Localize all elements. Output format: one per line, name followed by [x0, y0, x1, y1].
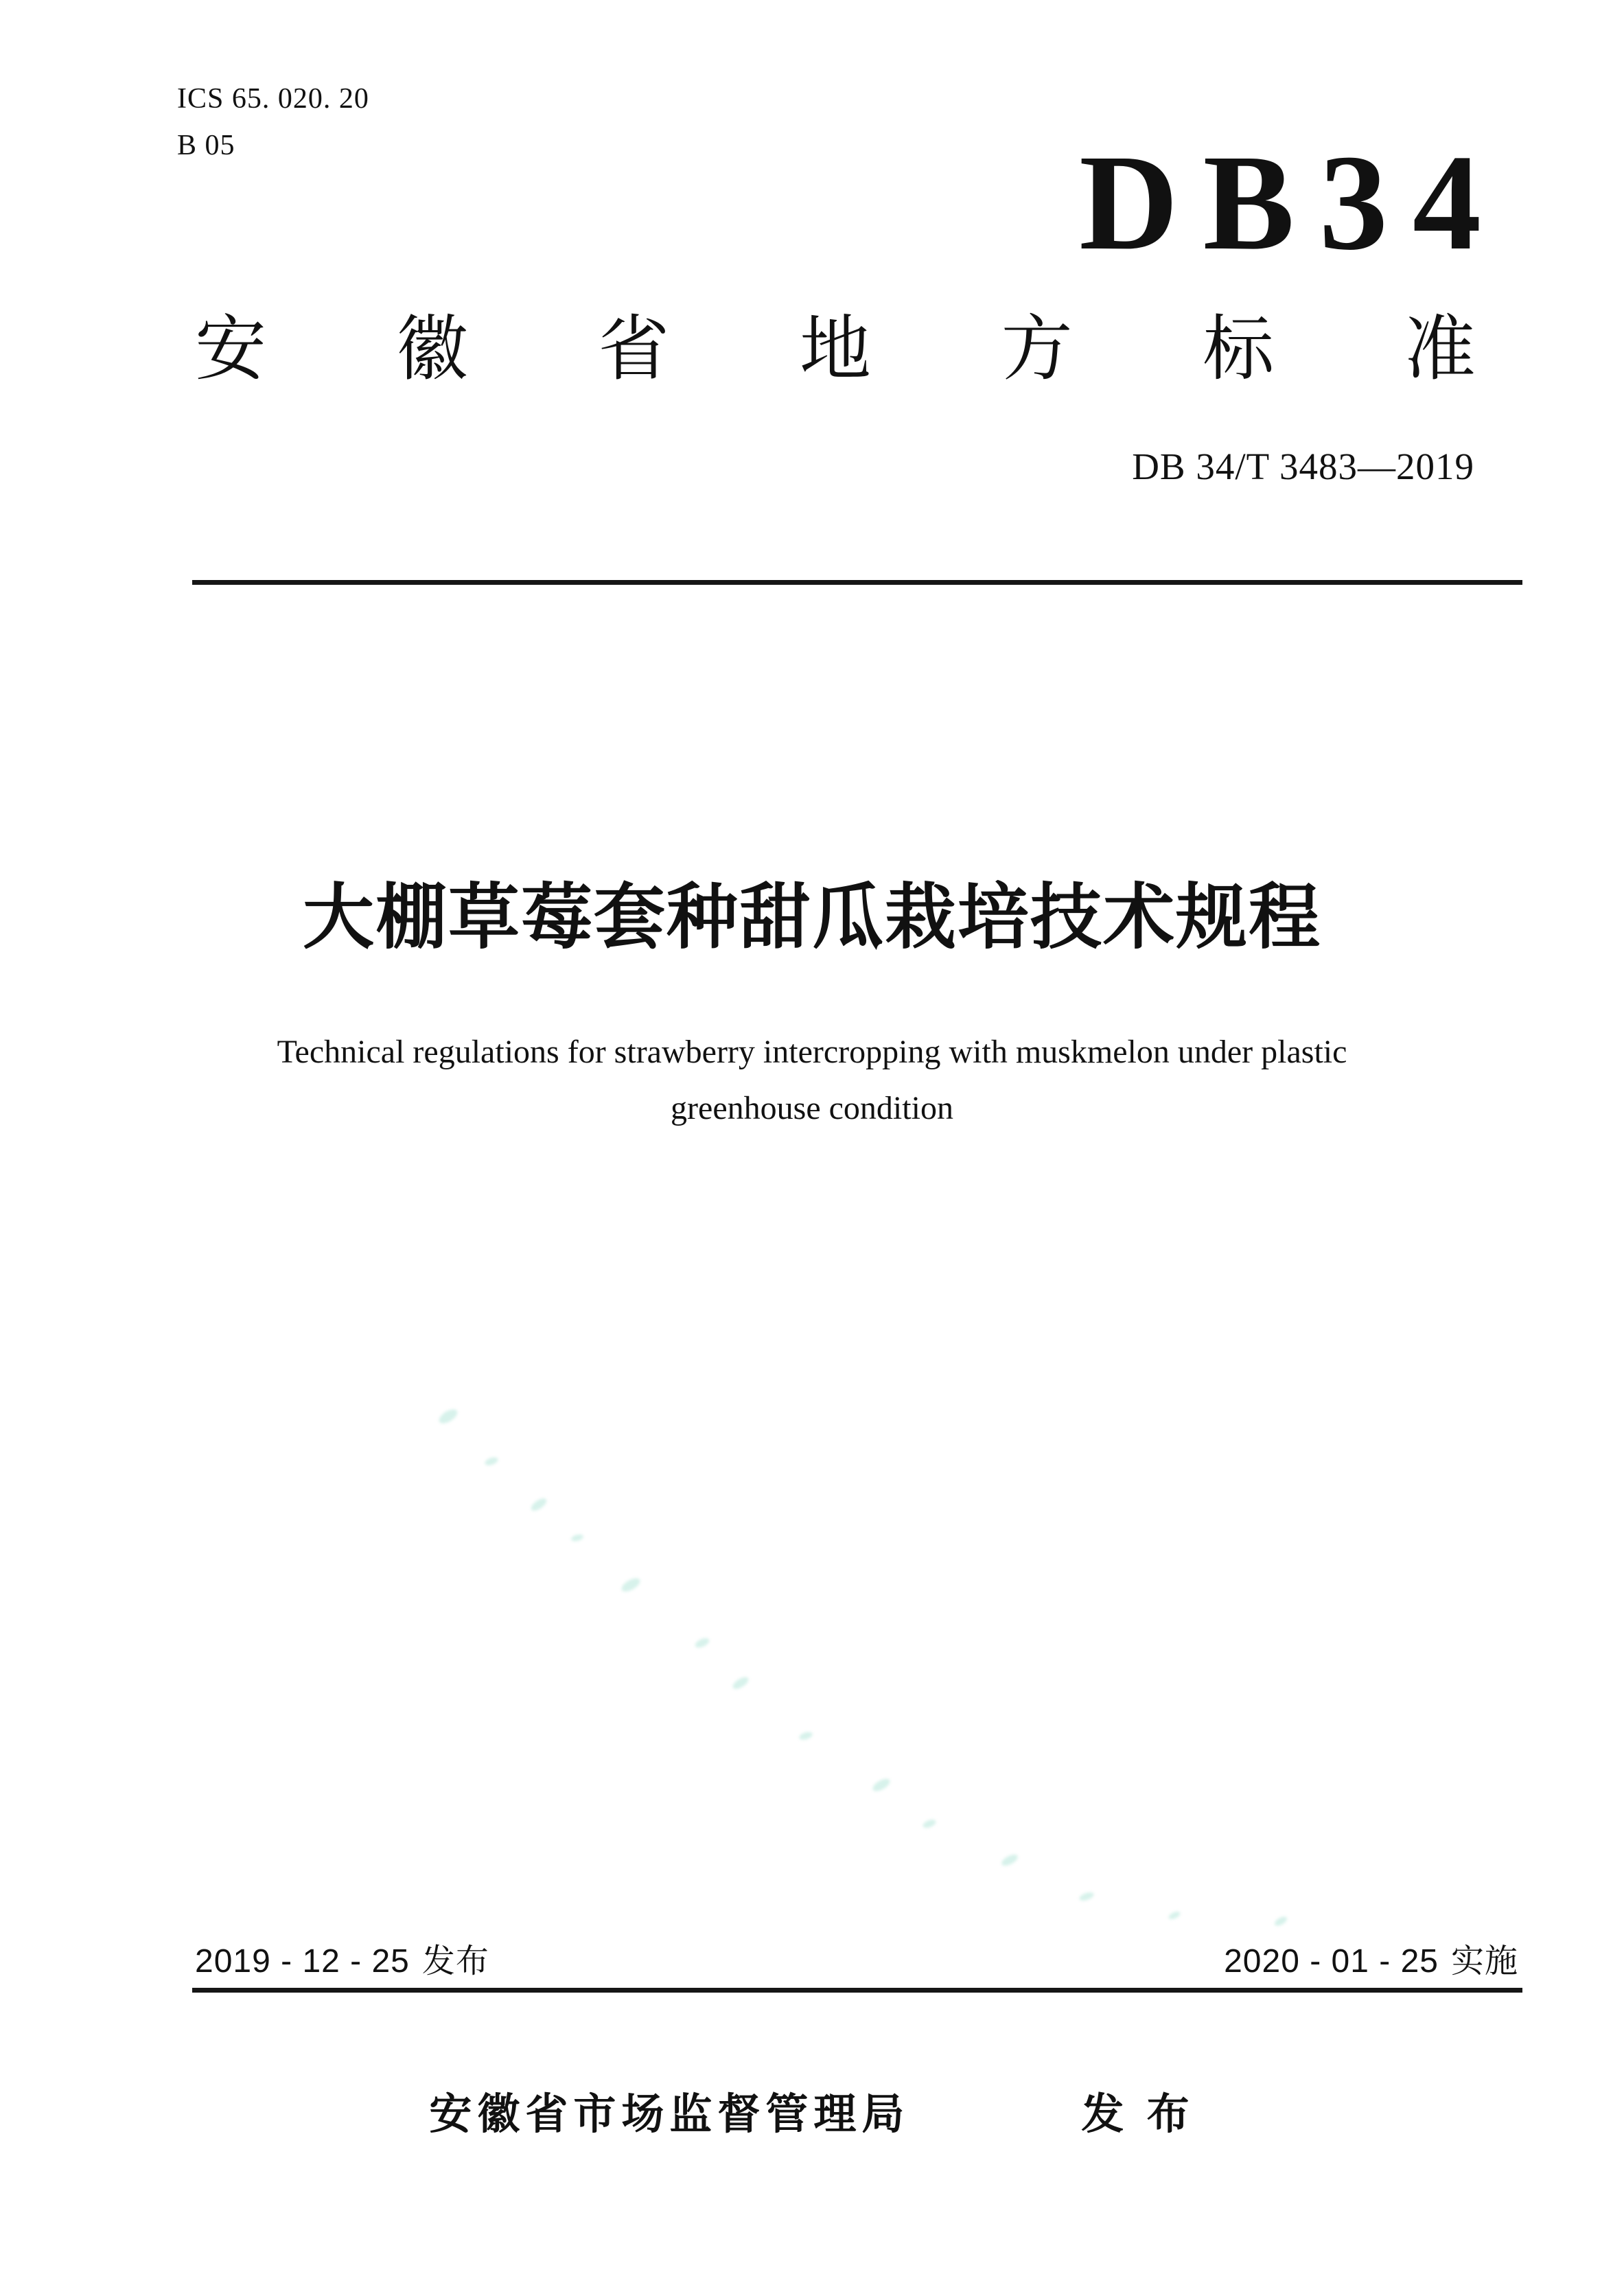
dates-row	[195, 1943, 1518, 1980]
scan-artifact	[529, 1496, 548, 1514]
standard-type-char: 准	[1404, 310, 1476, 389]
implement-date-group	[1224, 1943, 1518, 1980]
publisher-row	[0, 2089, 1624, 2140]
scan-artifact	[484, 1456, 499, 1467]
db34-logo: DB34	[1079, 127, 1506, 279]
scan-artifact	[922, 1818, 937, 1830]
publisher-name: 安徽省市场监督管理局	[429, 2091, 910, 2138]
scan-artifact	[871, 1776, 892, 1794]
standard-type-char: 安	[195, 310, 267, 389]
issue-date: 2019 - 12 - 25	[195, 1943, 410, 1980]
issue-date-group	[195, 1943, 489, 1980]
document-title-english-line1: Technical regulations for strawberry intercropping with muskmelon under plastic	[277, 1034, 1347, 1070]
scan-artifact	[620, 1575, 642, 1594]
header-divider-line	[192, 580, 1522, 585]
implement-date: 2020 - 01 - 25	[1224, 1943, 1439, 1980]
standard-type-char: 省	[598, 310, 670, 389]
footer-divider-line	[192, 1988, 1522, 1993]
implement-date-suffix: 实施	[1450, 1943, 1518, 1980]
document-title-english	[82, 1024, 1542, 1137]
ics-code: ICS 65. 020. 20	[177, 83, 369, 115]
standard-type-title	[195, 310, 1476, 389]
standard-type-char: 标	[1203, 310, 1275, 389]
scan-artifact	[1273, 1915, 1288, 1928]
scan-artifact	[1000, 1853, 1020, 1868]
standard-type-char: 地	[799, 310, 871, 389]
scan-artifact	[570, 1533, 584, 1542]
scan-artifact	[731, 1675, 750, 1691]
scan-artifact	[1168, 1910, 1181, 1921]
document-title-chinese: 大棚草莓套种甜瓜栽培技术规程	[302, 878, 1321, 958]
scan-artifact	[798, 1730, 813, 1741]
standard-type-char: 方	[1001, 310, 1073, 389]
scan-artifact	[694, 1636, 711, 1649]
standard-type-char: 徽	[396, 310, 468, 389]
document-title-english-line2: greenhouse condition	[671, 1090, 953, 1126]
classification-code: B 05	[177, 130, 235, 161]
standard-number: DB 34/T 3483—2019	[1132, 445, 1474, 487]
issue-date-suffix: 发布	[421, 1943, 489, 1980]
publish-label: 发 布	[1081, 2091, 1195, 2138]
scan-artifact	[1078, 1891, 1095, 1903]
scan-artifact	[437, 1406, 459, 1426]
